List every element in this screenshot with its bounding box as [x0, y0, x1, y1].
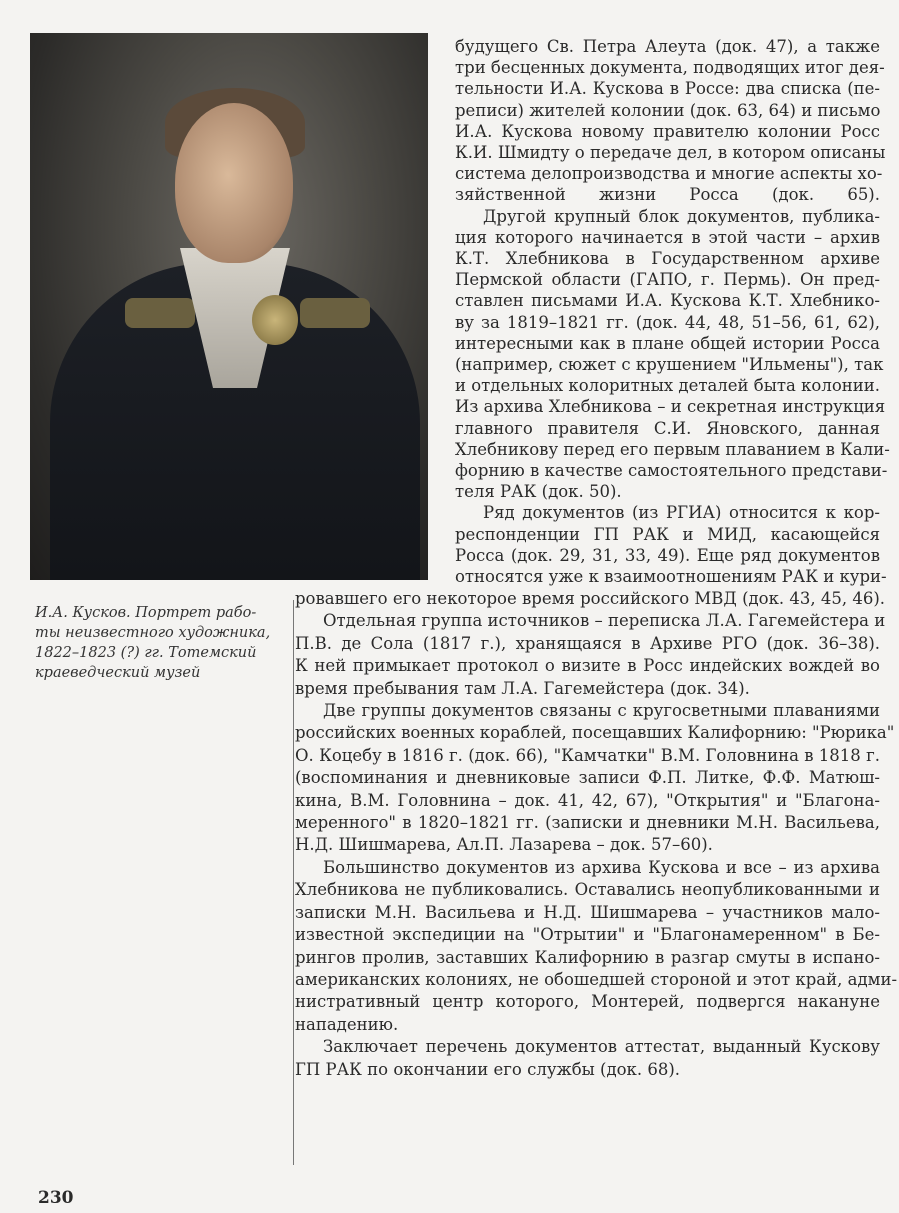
text-line: система делопроизводства и многие аспекты хо- [455, 164, 883, 184]
text-line: Пермской области (ГАПО, г. Пермь). Он пред- [455, 270, 880, 290]
text-line: три бесценных документа, подводящих итог дея- [455, 58, 885, 78]
caption-line: ты неизвестного художника, [35, 625, 271, 641]
text-line: П.В. де Сола (1817 г.), хранящаяся в Архиве РГО (док. 36–38). [295, 633, 880, 653]
text-line: будущего Св. Петра Алеута (док. 47), а также [455, 37, 880, 56]
text-line: Н.Д. Шишмарева, Ал.П. Лазарева – док. 57–60). [295, 835, 713, 855]
text-line: нистративный центр которого, Монтерей, подвергся накануне [295, 992, 880, 1012]
text-line: Росса (док. 29, 31, 33, 49). Еще ряд документов [455, 545, 880, 565]
text-line: Из архива Хлебникова – и секретная инструкция [455, 397, 886, 417]
text-line: К ней примыкает протокол о визите в Росс индейских вождей во [295, 656, 880, 676]
text-line: теля РАК (док. 50). [455, 482, 622, 502]
text-line: Две группы документов связаны с кругосветными плаваниями [323, 701, 880, 721]
text-line: ровавшего его некоторое время российского МВД (док. 43, 45, 46). [295, 589, 886, 608]
text-line: Большинство документов из архива Кускова и все – из архива [323, 857, 880, 877]
full-width-text [295, 588, 898, 1081]
text-line: Заключает перечень документов аттестат, выданный Кускову [323, 1037, 880, 1057]
caption-line: И.А. Кусков. Портрет рабо- [35, 605, 257, 621]
text-line: американских колониях, не обошедшей стороной и этот край, адми- [295, 969, 898, 989]
portrait-image [30, 33, 428, 580]
text-line: записки М.Н. Васильева и Н.Д. Шишмарева – участников мало- [295, 902, 880, 922]
portrait-medal [252, 295, 298, 345]
column-divider [293, 600, 294, 1165]
text-line: Хлебникову перед его первым плаванием в Кали- [455, 439, 890, 459]
text-line: российских военных кораблей, посещавших Калифорнию: "Рюрика" [295, 723, 895, 743]
text-line: ция которого начинается в этой части – архив [455, 227, 880, 247]
text-line: ГП РАК по окончании его службы (док. 68). [295, 1059, 681, 1079]
text-line: меренного" в 1820–1821 гг. (записки и дневники М.Н. Васильева, [295, 813, 880, 833]
text-line: тельности И.А. Кускова в Россе: два списка (пе- [455, 79, 880, 99]
text-line: реписи) жителей колонии (док. 63, 64) и письмо [455, 100, 881, 120]
text-line: интересными как в плане общей истории Росса [455, 333, 880, 353]
text-line: главного правителя С.И. Яновского, данная [455, 418, 880, 438]
text-line: О. Коцебу в 1816 г. (док. 66), "Камчатки" В.М. Головнина в 1818 г. [295, 745, 880, 765]
portrait-epaulette-right [300, 298, 370, 328]
text-line: К.Т. Хлебникова в Государственном архиве [455, 249, 880, 269]
text-line: относятся уже к взаимоотношениям РАК и кури- [455, 567, 887, 587]
text-line: ставлен письмами И.А. Кускова К.Т. Хлебнико- [455, 291, 880, 311]
text-line: (например, сюжет с крушением "Ильмены"), так [455, 355, 884, 375]
text-line: И.А. Кускова новому правителю колонии Росс [455, 121, 880, 141]
portrait-face [175, 103, 293, 263]
text-line: и отдельных колоритных деталей быта колонии. [455, 376, 880, 396]
text-line: известной экспедиции на "Отрытии" и "Благонамеренном" в Бе- [295, 925, 880, 945]
right-column-text [455, 36, 890, 587]
caption-line: 1822–1823 (?) гг. Тотемский [35, 645, 257, 661]
text-line: Другой крупный блок документов, публика- [483, 206, 880, 226]
text-line: респонденции ГП РАК и МИД, касающейся [455, 524, 880, 544]
text-line: нападению. [295, 1014, 399, 1034]
text-line: зяйственной жизни Росса (док. 65). [455, 185, 880, 205]
text-line: ву за 1819–1821 гг. (док. 44, 48, 51–56, 61, 62), [455, 312, 880, 332]
text-line: рингов пролив, заставших Калифорнию в разгар смуты в испано- [295, 947, 880, 967]
text-line: форнию в качестве самостоятельного представи- [455, 461, 888, 481]
text-line: Ряд документов (из РГИА) относится к кор- [483, 503, 880, 523]
page-number: 230 [38, 1188, 74, 1208]
portrait-caption [35, 603, 275, 683]
text-line: время пребывания там Л.А. Гагемейстера (док. 34). [295, 678, 750, 698]
text-line: К.И. Шмидту о передаче дел, в котором описаны [455, 143, 886, 163]
caption-line: краеведческий музей [35, 665, 201, 681]
text-line: Хлебникова не публиковались. Оставались неопубликованными и [295, 880, 880, 900]
text-line: Отдельная группа источников – переписка Л.А. Гагемейстера и [323, 611, 886, 631]
text-line: кина, В.М. Головнина – док. 41, 42, 67), "Открытия" и "Благона- [295, 790, 880, 810]
text-line: (воспоминания и дневниковые записи Ф.П. Литке, Ф.Ф. Матюш- [295, 768, 880, 788]
portrait-epaulette-left [125, 298, 195, 328]
